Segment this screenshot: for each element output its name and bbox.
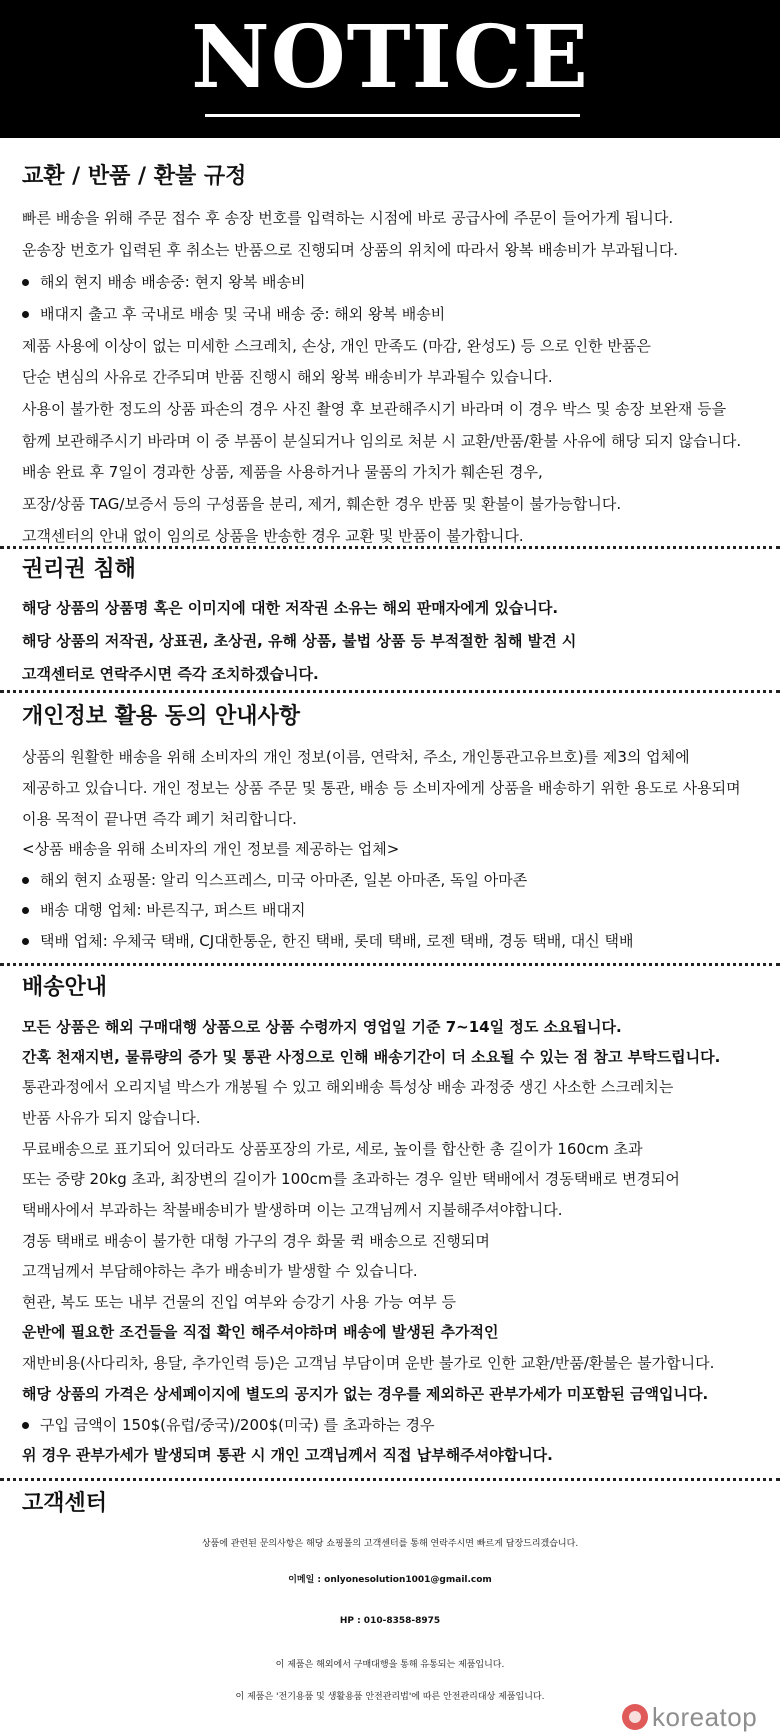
shipping-line: 운반에 필요한 조건들을 직접 확인 해주셔야하며 배송에 발생된 추가적인 (22, 1323, 499, 1341)
shipping-bullet: 구입 금액이 150$(유럽/중국)/200$(미국) 를 초과하는 경우 (40, 1416, 435, 1434)
shipping-line: 경동 택배로 배송이 불가한 대형 가구의 경우 화물 퀵 배송으로 진행되며 (22, 1232, 490, 1250)
exchange-line: 함께 보관해주시기 바라며 이 중 부품이 분실되거나 임의로 처분 시 교환/반품/환불 사유에 해당 되지 않습니다. (22, 432, 742, 450)
exchange-line: 사용이 불가한 정도의 상품 파손의 경우 사진 촬영 후 보관해주시기 바라며 이 경우 박스 및 송장 보완재 등을 (22, 400, 727, 418)
bullet-icon (22, 311, 29, 318)
rights-line: 해당 상품의 상품명 혹은 이미지에 대한 저작권 소유는 해외 판매자에게 있습니다. (22, 599, 559, 617)
shipping-line: 모든 상품은 해외 구매대행 상품으로 상품 수령까지 영업일 기준 7~14일 정도 소요됩니다. (22, 1018, 622, 1036)
section-divider (0, 963, 780, 966)
privacy-line: 제공하고 있습니다. 개인 정보는 상품 주문 및 통관, 배송 등 소비자에게 상품을 배송하기 위한 용도로 사용되며 (22, 779, 741, 797)
notice-title: NOTICE (191, 7, 589, 108)
shipping-line: 위 경우 관부가세가 발생되며 통관 시 개인 고객님께서 직접 납부해주셔야합니다. (22, 1446, 553, 1464)
privacy-bullet: 배송 대행 업체: 바른직구, 퍼스트 배대지 (40, 901, 306, 919)
privacy-line: <상품 배송을 위해 소비자의 개인 정보를 제공하는 업체> (22, 840, 400, 858)
rights-section-title: 권리권 침해 (22, 557, 136, 582)
exchange-line: 운송장 번호가 입력된 후 취소는 반품으로 진행되며 상품의 위치에 따라서 왕복 배송비가 부과됩니다. (22, 241, 679, 259)
support-intro: 상품에 관련된 문의사항은 해당 쇼핑몰의 고객센터를 통해 연락주시면 빠르게 답장드리겠습니다. (201, 1539, 579, 1549)
support-note: 이 제품은 '전기용품 및 생활용품 안전관리법'에 따른 안전관리대상 제품입니다. (235, 1692, 545, 1702)
koreatop-watermark (622, 1702, 757, 1732)
shipping-line: 또는 중량 20kg 초과, 최장변의 길이가 100cm를 초과하는 경우 일반 택배에서 경동택배로 변경되어 (22, 1170, 680, 1188)
shipping-line: 통관과정에서 오리지널 박스가 개봉될 수 있고 해외배송 특성상 배송 과정중 생긴 사소한 스크레치는 (22, 1078, 674, 1096)
watermark-text: koreatop (652, 1701, 758, 1732)
rights-line: 고객센터로 연락주시면 즉각 조치하겠습니다. (22, 665, 319, 683)
exchange-line: 배송 완료 후 7일이 경과한 상품, 제품을 사용하거나 물품의 가치가 훼손된 경우, (22, 463, 543, 481)
exchange-section-title: 교환 / 반품 / 환불 규정 (22, 164, 247, 189)
header-underline (205, 114, 580, 117)
privacy-bullet: 택배 업체: 우체국 택배, CJ대한통운, 한진 택배, 롯데 택배, 로젠 택배, 경동 택배, 대신 택배 (40, 932, 634, 950)
exchange-line: 포장/상품 TAG/보증서 등의 구성품을 분리, 제거, 훼손한 경우 반품 및 환불이 불가능합니다. (22, 495, 622, 513)
support-email: 이메일 : onlyonesolution1001@gmail.com (288, 1575, 492, 1585)
exchange-line: 제품 사용에 이상이 없는 미세한 스크레치, 손상, 개인 만족도 (마감, 완성도) 등 으로 인한 반품은 (22, 337, 651, 355)
bullet-icon (22, 938, 29, 945)
privacy-bullet: 해외 현지 쇼핑몰: 알리 익스프레스, 미국 아마존, 일본 아마존, 독일 아마존 (40, 871, 528, 889)
support-note: 이 제품은 해외에서 구매대행을 통해 유통되는 제품입니다. (275, 1660, 505, 1670)
rights-line: 해당 상품의 저작권, 상표권, 초상권, 유해 상품, 불법 상품 등 부적절한 침해 발견 시 (22, 632, 577, 650)
section-divider (0, 546, 780, 549)
shipping-line: 택배사에서 부과하는 착불배송비가 발생하며 이는 고객님께서 지불해주셔야합니다. (22, 1201, 563, 1219)
support-phone: HP : 010-8358-8975 (339, 1616, 441, 1626)
shipping-line: 무료배송으로 표기되어 있더라도 상품포장의 가로, 세로, 높이를 합산한 총 길이가 160cm 초과 (22, 1140, 643, 1158)
exchange-line: 단순 변심의 사유로 간주되며 반품 진행시 해외 왕복 배송비가 부과될수 있습니다. (22, 368, 553, 386)
koreatop-logo-icon (622, 1704, 648, 1730)
shipping-line: 해당 상품의 가격은 상세페이지에 별도의 공지가 없는 경우를 제외하곤 관부가세가 미포함된 금액입니다. (22, 1385, 709, 1403)
privacy-line: 이용 목적이 끝나면 즉각 폐기 처리합니다. (22, 810, 297, 828)
bullet-icon (22, 1422, 29, 1429)
shipping-line: 재반비용(사다리차, 용달, 추가인력 등)은 고객님 부담이며 운반 불가로 인한 교환/반품/환불은 불가합니다. (22, 1354, 715, 1372)
exchange-line: 빠른 배송을 위해 주문 접수 후 송장 번호를 입력하는 시점에 바로 공급사에 주문이 들어가게 됩니다. (22, 209, 674, 227)
shipping-section-title: 배송안내 (22, 975, 108, 1000)
section-divider (0, 690, 780, 693)
shipping-line: 고객님께서 부담해야하는 추가 배송비가 발생할 수 있습니다. (22, 1262, 418, 1280)
notice-header (0, 0, 780, 138)
shipping-line: 간혹 천재지변, 물류량의 증가 및 통관 사정으로 인해 배송기간이 더 소요될 수 있는 점 참고 부탁드립니다. (22, 1048, 721, 1066)
exchange-bullet: 배대지 출고 후 국내로 배송 및 국내 배송 중: 해외 왕복 배송비 (40, 305, 446, 323)
exchange-line: 고객센터의 안내 없이 임의로 상품을 반송한 경우 교환 및 반품이 불가합니다. (22, 527, 524, 545)
shipping-line: 현관, 복도 또는 내부 건물의 진입 여부와 승강기 사용 가능 여부 등 (22, 1293, 456, 1311)
shipping-line: 반품 사유가 되지 않습니다. (22, 1109, 201, 1127)
privacy-line: 상품의 원활한 배송을 위해 소비자의 개인 정보(이름, 연락처, 주소, 개인통관고유브호)를 제3의 업체에 (22, 748, 690, 766)
bullet-icon (22, 907, 29, 914)
section-divider (0, 1478, 780, 1481)
bullet-icon (22, 279, 29, 286)
privacy-section-title: 개인정보 활용 동의 안내사항 (22, 704, 301, 729)
bullet-icon (22, 877, 29, 884)
exchange-bullet: 해외 현지 배송 배송중: 현지 왕복 배송비 (40, 273, 306, 291)
support-section-title: 고객센터 (22, 1491, 108, 1516)
